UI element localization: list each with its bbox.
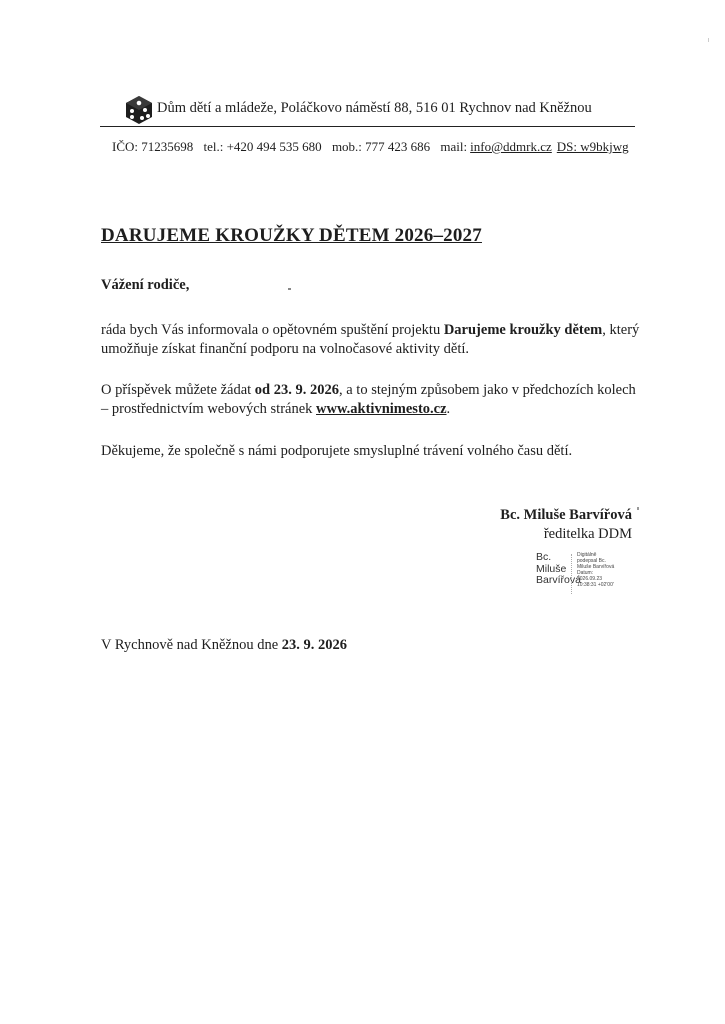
greeting: Vážení rodiče, [101, 277, 190, 293]
signatory-name: Bc. Miluše Barvířová [500, 507, 632, 523]
start-date: od 23. 9. 2026 [254, 382, 339, 398]
digital-signature-details [577, 552, 614, 588]
digital-signature-detail-line: podepsal Bc. [577, 558, 606, 564]
paragraph2-text: O příspěvek můžete žádat [101, 382, 255, 398]
mobile: mob.: 777 423 686 [331, 139, 431, 154]
digital-signature-name-line: Barvířová [536, 574, 581, 586]
signatory-role: ředitelka DDM [543, 526, 632, 542]
paragraph2-text-end: . [446, 401, 451, 417]
place-and-date [101, 637, 347, 654]
telephone: tel.: +420 494 535 680 [203, 139, 322, 154]
letter-date: 23. 9. 2026 [281, 637, 348, 653]
paragraph-application [101, 381, 646, 419]
digital-signature-name [536, 552, 581, 587]
project-name: Darujeme kroužky dětem [443, 322, 603, 338]
organization-address: Dům dětí a mládeže, Poláčkovo náměstí 88, 516 01 Rychnov nad Kněžnou [157, 100, 592, 116]
paragraph2-text-middle: , a to stejným způsobem jako v předchozích kolech – prostřednictvím webových stránek [101, 382, 636, 417]
digital-signature-detail-line: Datum: [577, 570, 594, 576]
contact-line [112, 139, 636, 155]
paragraph1-text: ráda bych Vás informovala o opětovném spuštění projektu [101, 322, 444, 338]
scan-edge-mark [708, 38, 709, 42]
paragraph1-text-end: , který umožňuje získat finanční podporu na volnočasové aktivity dětí. [101, 322, 640, 357]
scan-mark [637, 507, 639, 510]
mail-label: mail: [440, 139, 468, 154]
digital-signature-detail-line: Digitálně [577, 552, 597, 558]
data-box-id: DS: w9bkjwg [556, 139, 629, 154]
digital-signature-name-line: Bc. [536, 551, 552, 563]
ico-number: IČO: 71235698 [112, 139, 194, 154]
digital-signature-detail-line: Miluše Barvířová [577, 564, 615, 570]
paragraph-thanks: Děkujeme, že společně s námi podporujete smysluplné trávení volného času dětí. [101, 443, 573, 459]
letter-title: DARUJEME KROUŽKY DĚTEM 2026–2027 [101, 225, 482, 246]
digital-signature-detail-line: 10:38:31 +02'00' [577, 582, 614, 588]
digital-signature-name-line: Miluše [536, 562, 567, 575]
place-text: V Rychnově nad Kněžnou dne [101, 637, 282, 653]
email-link[interactable]: info@ddmrk.cz [470, 139, 552, 154]
digital-signature-detail-line: 2026.09.23 [577, 576, 603, 582]
website-link[interactable]: www.aktivnimesto.cz [316, 401, 447, 417]
paragraph-project-info [101, 321, 646, 359]
header-divider [100, 126, 635, 127]
digital-signature-divider [571, 554, 572, 594]
digital-signature-stamp [536, 552, 646, 604]
scan-speck [288, 288, 291, 290]
ddm-cube-logo-icon [124, 95, 154, 125]
